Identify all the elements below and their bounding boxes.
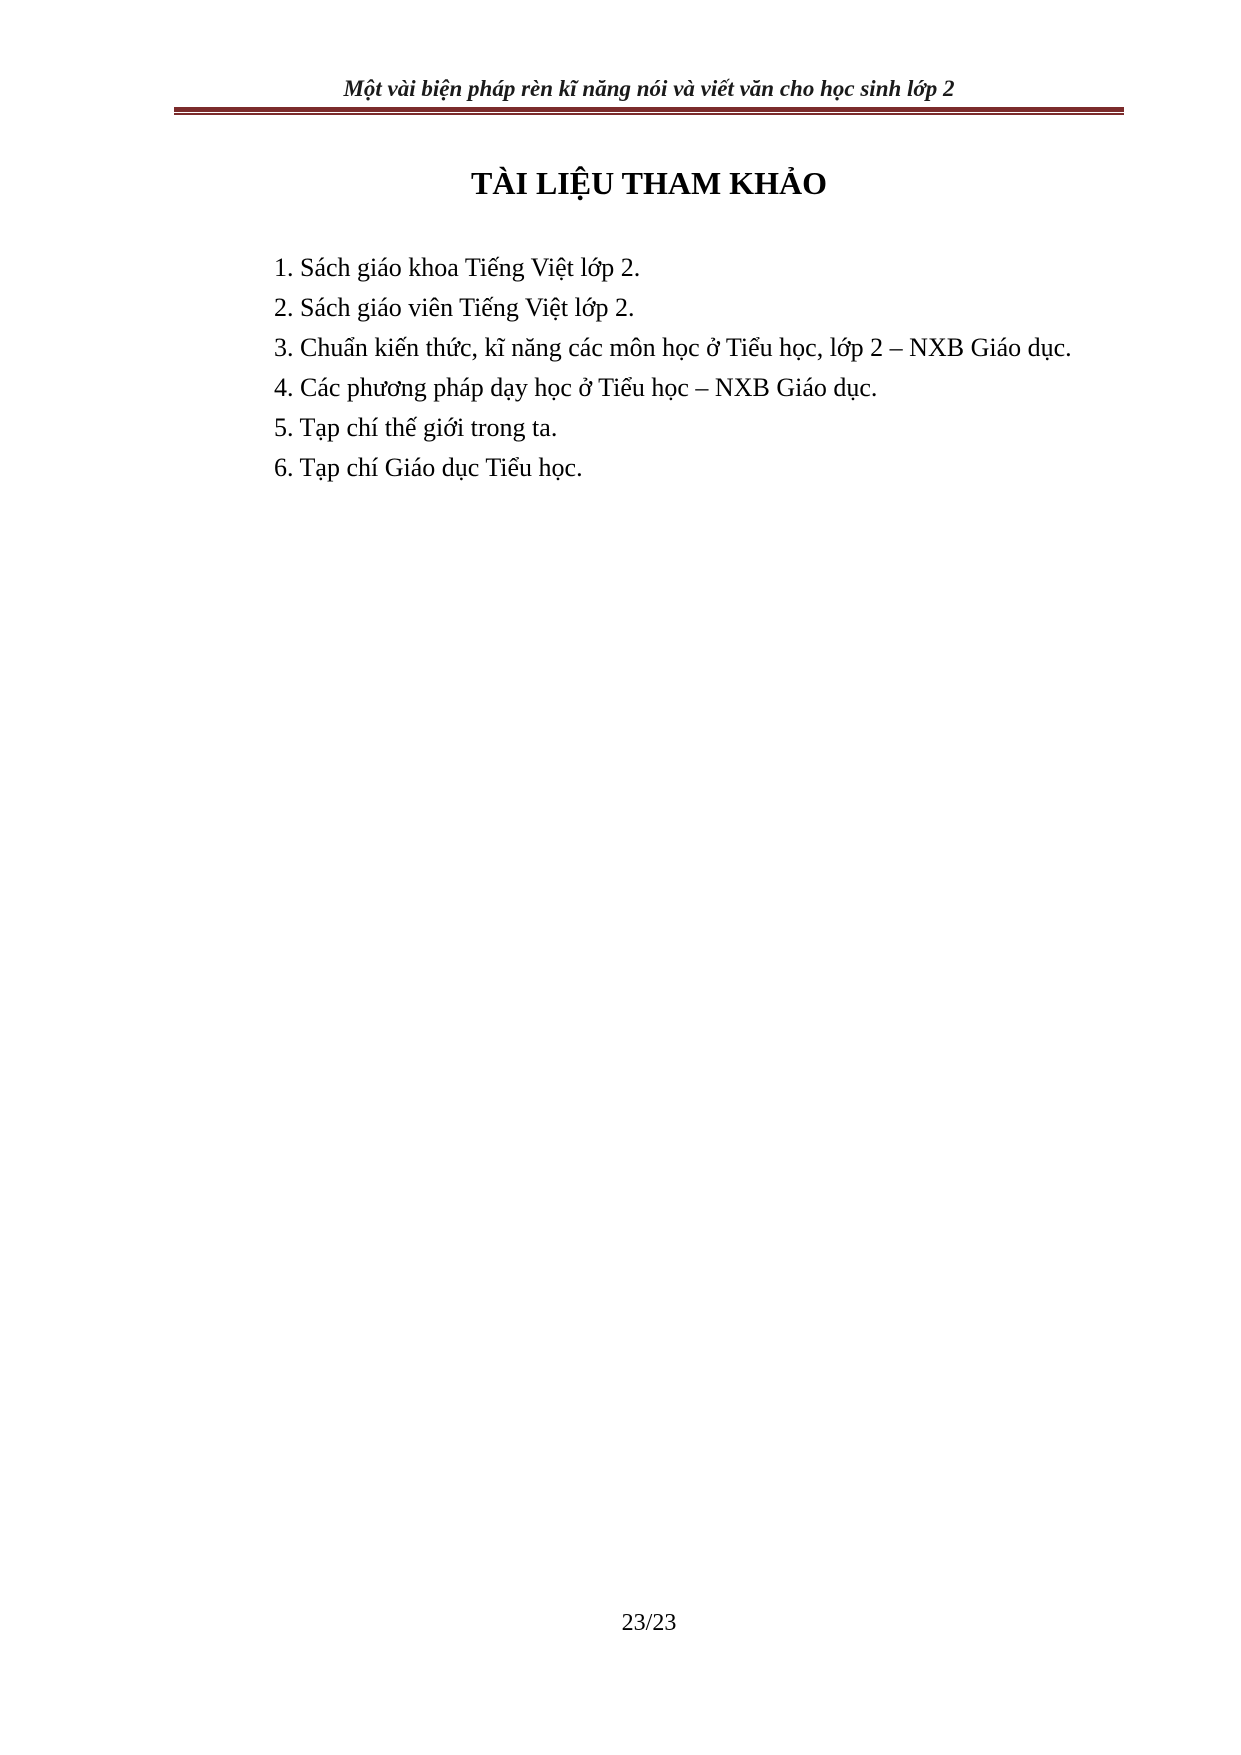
section-title: TÀI LIỆU THAM KHẢO <box>471 165 827 201</box>
reference-item: 1. Sách giáo khoa Tiếng Việt lớp 2. <box>274 253 641 282</box>
reference-item: 5. Tạp chí thế giới trong ta. <box>274 413 558 442</box>
reference-list <box>174 248 1124 488</box>
header-rule-thick <box>174 107 1124 112</box>
reference-item: 4. Các phương pháp dạy học ở Tiểu học – NXB Giáo dục. <box>274 373 878 402</box>
reference-item: 3. Chuẩn kiến thức, kĩ năng các môn học ở Tiểu học, lớp 2 – NXB Giáo dục. <box>274 333 1072 362</box>
running-header: Một vài biện pháp rèn kĩ năng nói và viết văn cho học sinh lớp 2 <box>343 76 955 101</box>
reference-item: 2. Sách giáo viên Tiếng Việt lớp 2. <box>274 293 635 322</box>
reference-item: 6. Tạp chí Giáo dục Tiểu học. <box>274 453 583 482</box>
page-number: 23/23 <box>621 1610 677 1636</box>
header-rule-thin <box>174 113 1124 115</box>
